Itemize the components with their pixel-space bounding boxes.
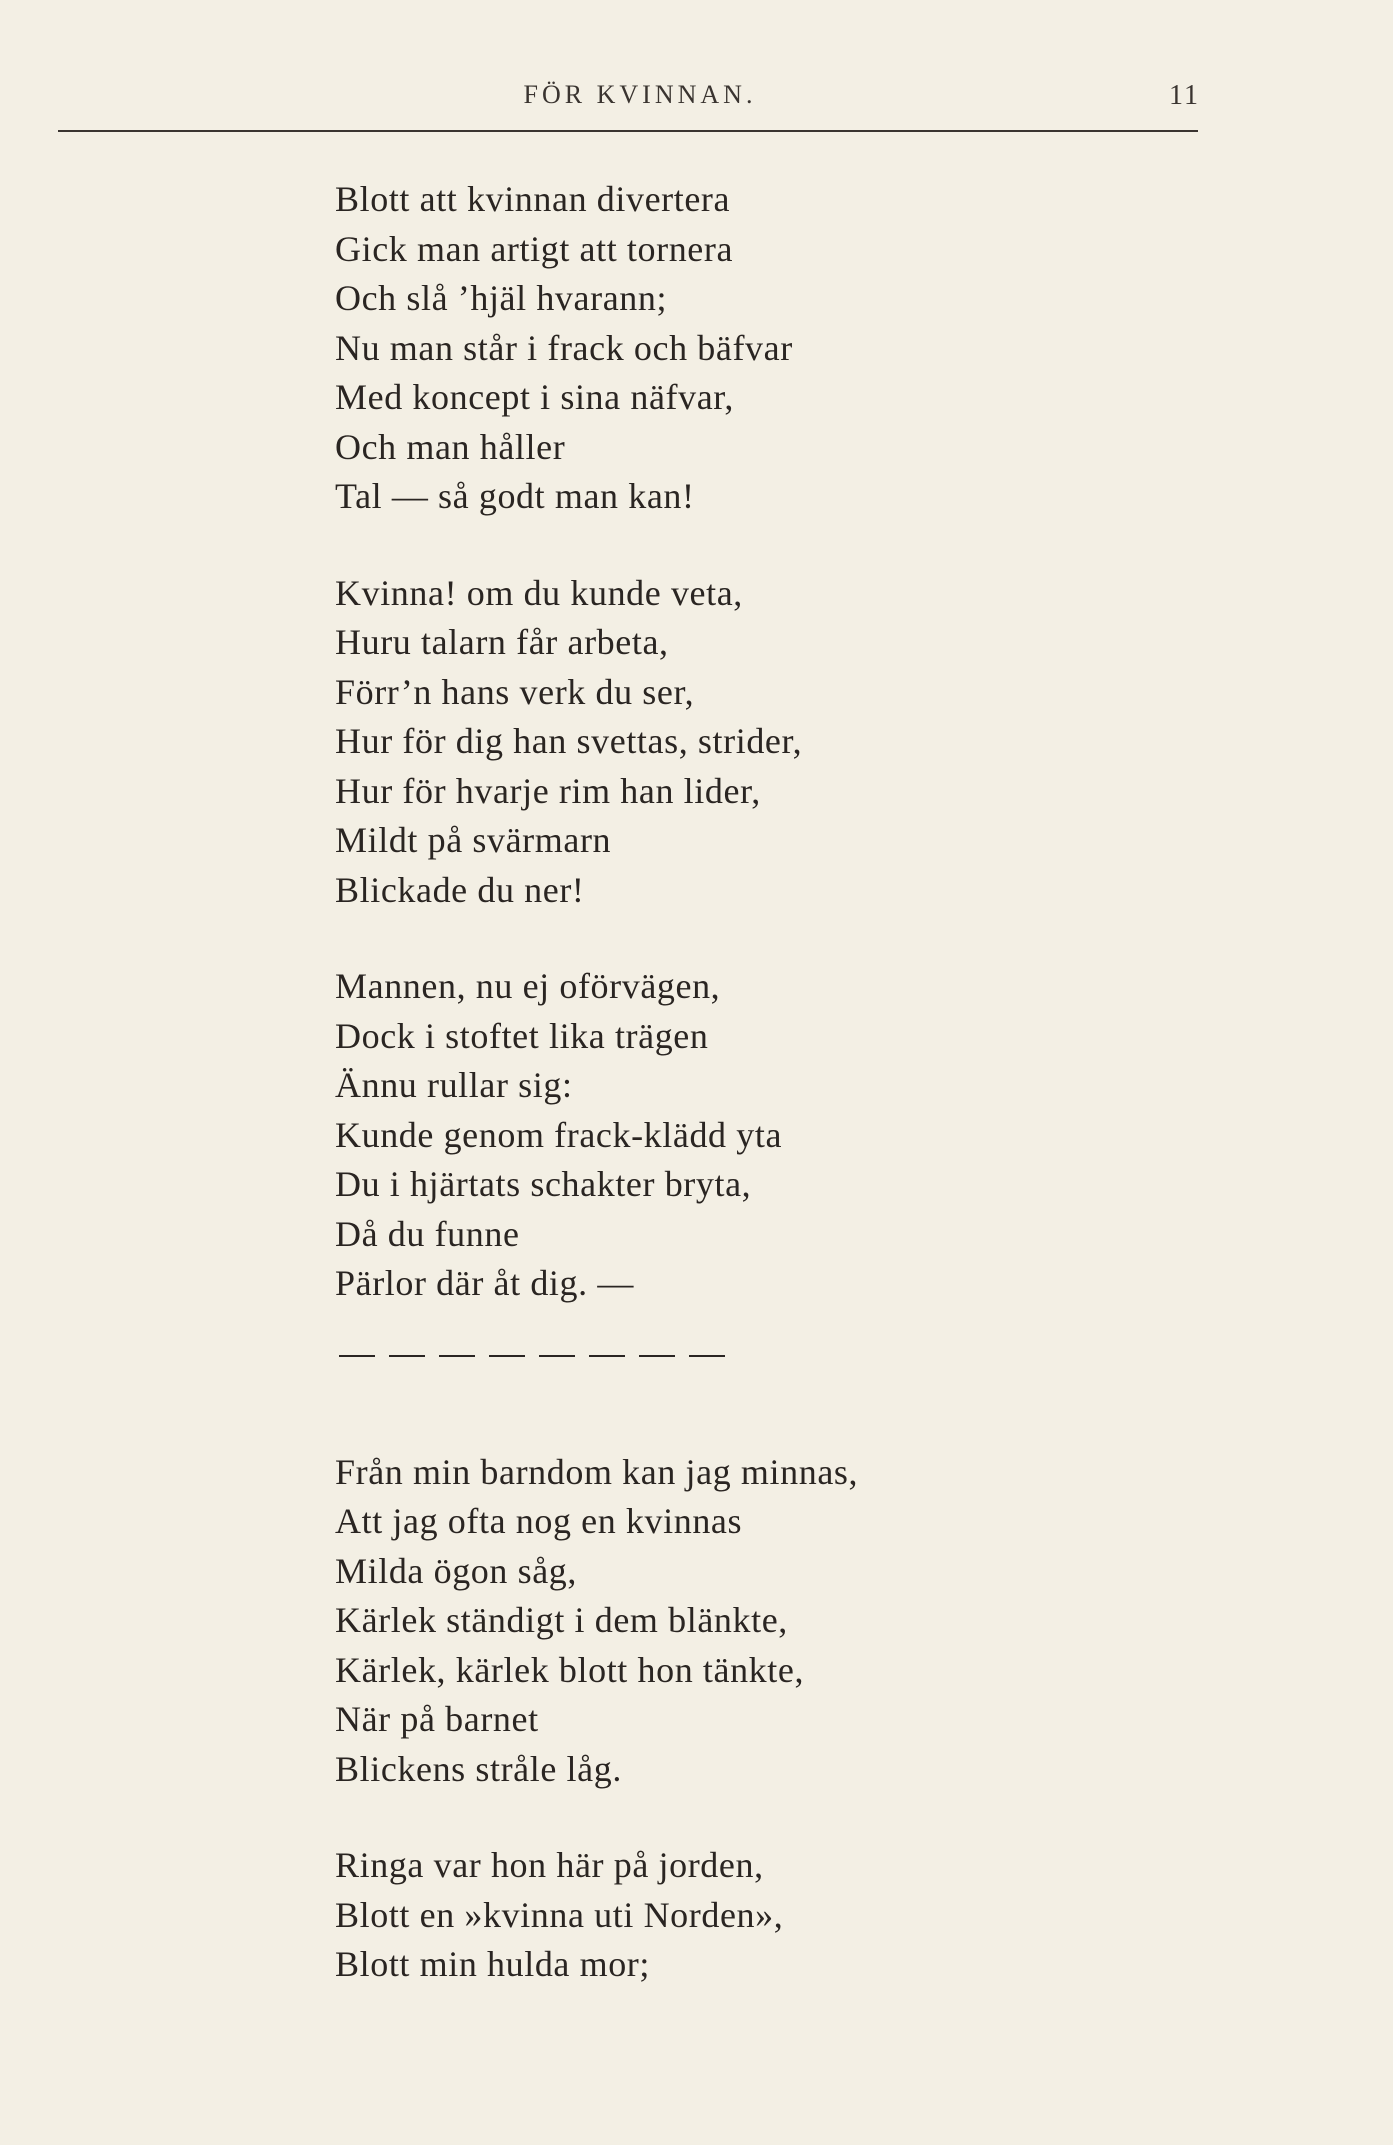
poem-line: Och man håller bbox=[335, 426, 566, 467]
separator-dash bbox=[589, 1355, 625, 1357]
poem-line: Blott en »kvinna uti Norden», bbox=[335, 1894, 784, 1935]
poem-line: Gick man artigt att tornera bbox=[335, 228, 734, 269]
separator-dash bbox=[539, 1355, 575, 1357]
poem-line: Blott min hulda mor; bbox=[335, 1944, 650, 1984]
poem-line: Kunde genom frack-klädd yta bbox=[335, 1114, 783, 1155]
poem-line: Från min barndom kan jag minnas, bbox=[335, 1451, 859, 1492]
separator-dash bbox=[489, 1355, 525, 1357]
poem-line: Pärlor där åt dig. — bbox=[335, 1263, 634, 1303]
poem-line: Blickens stråle låg. bbox=[335, 1748, 622, 1789]
poem-line: När på barnet bbox=[335, 1699, 539, 1739]
stanza-2 bbox=[335, 569, 1135, 916]
running-title: FÖR KVINNAN. bbox=[523, 80, 757, 109]
poem-line: Ringa var hon här på jorden, bbox=[335, 1845, 764, 1885]
poem-line: Förr’n hans verk du ser, bbox=[335, 671, 695, 712]
poem-line: Blickade du ner! bbox=[335, 869, 585, 910]
poem-line: Mildt på svärmarn bbox=[335, 820, 612, 860]
poem-line: Och slå ’hjäl hvarann; bbox=[335, 278, 668, 318]
page-number: 11 bbox=[1169, 80, 1200, 111]
separator-dash bbox=[689, 1355, 725, 1357]
poem-line: Hur för dig han svettas, strider, bbox=[335, 721, 803, 761]
poem-line: Blott att kvinnan divertera bbox=[335, 179, 731, 219]
poem-line: Nu man står i frack och bäfvar bbox=[335, 327, 793, 368]
header-rule bbox=[58, 130, 1198, 132]
poem-line: Milda ögon såg, bbox=[335, 1550, 577, 1591]
stanza-4 bbox=[335, 1448, 1135, 1795]
poem-line: Kärlek, kärlek blott hon tänkte, bbox=[335, 1649, 805, 1690]
poem-line: Dock i stoftet lika trägen bbox=[335, 1015, 709, 1056]
poem-line: Tal — så godt man kan! bbox=[335, 476, 695, 516]
poem-line: Mannen, nu ej oförvägen, bbox=[335, 966, 721, 1006]
poem-line: Då du funne bbox=[335, 1213, 520, 1254]
poem-line: Kärlek ständigt i dem blänkte, bbox=[335, 1600, 788, 1640]
stanza-3 bbox=[335, 962, 1135, 1309]
poem-body bbox=[335, 175, 1135, 2037]
poem-line: Med koncept i sina näfvar, bbox=[335, 377, 735, 417]
stanza-1 bbox=[335, 175, 1135, 522]
poem-line: Du i hjärtats schakter bryta, bbox=[335, 1164, 752, 1204]
section-separator bbox=[339, 1346, 1135, 1366]
separator-dash bbox=[439, 1355, 475, 1357]
separator-dash bbox=[389, 1355, 425, 1357]
page-header bbox=[0, 0, 1393, 140]
separator-dash bbox=[639, 1355, 675, 1357]
separator-dash bbox=[339, 1355, 375, 1357]
poem-line: Att jag ofta nog en kvinnas bbox=[335, 1501, 743, 1541]
poem-line: Ännu rullar sig: bbox=[335, 1065, 573, 1105]
poem-line: Huru talarn får arbeta, bbox=[335, 622, 669, 662]
stanza-5 bbox=[335, 1841, 1135, 1990]
poem-line: Hur för hvarje rim han lider, bbox=[335, 770, 761, 811]
poem-line: Kvinna! om du kunde veta, bbox=[335, 572, 743, 613]
